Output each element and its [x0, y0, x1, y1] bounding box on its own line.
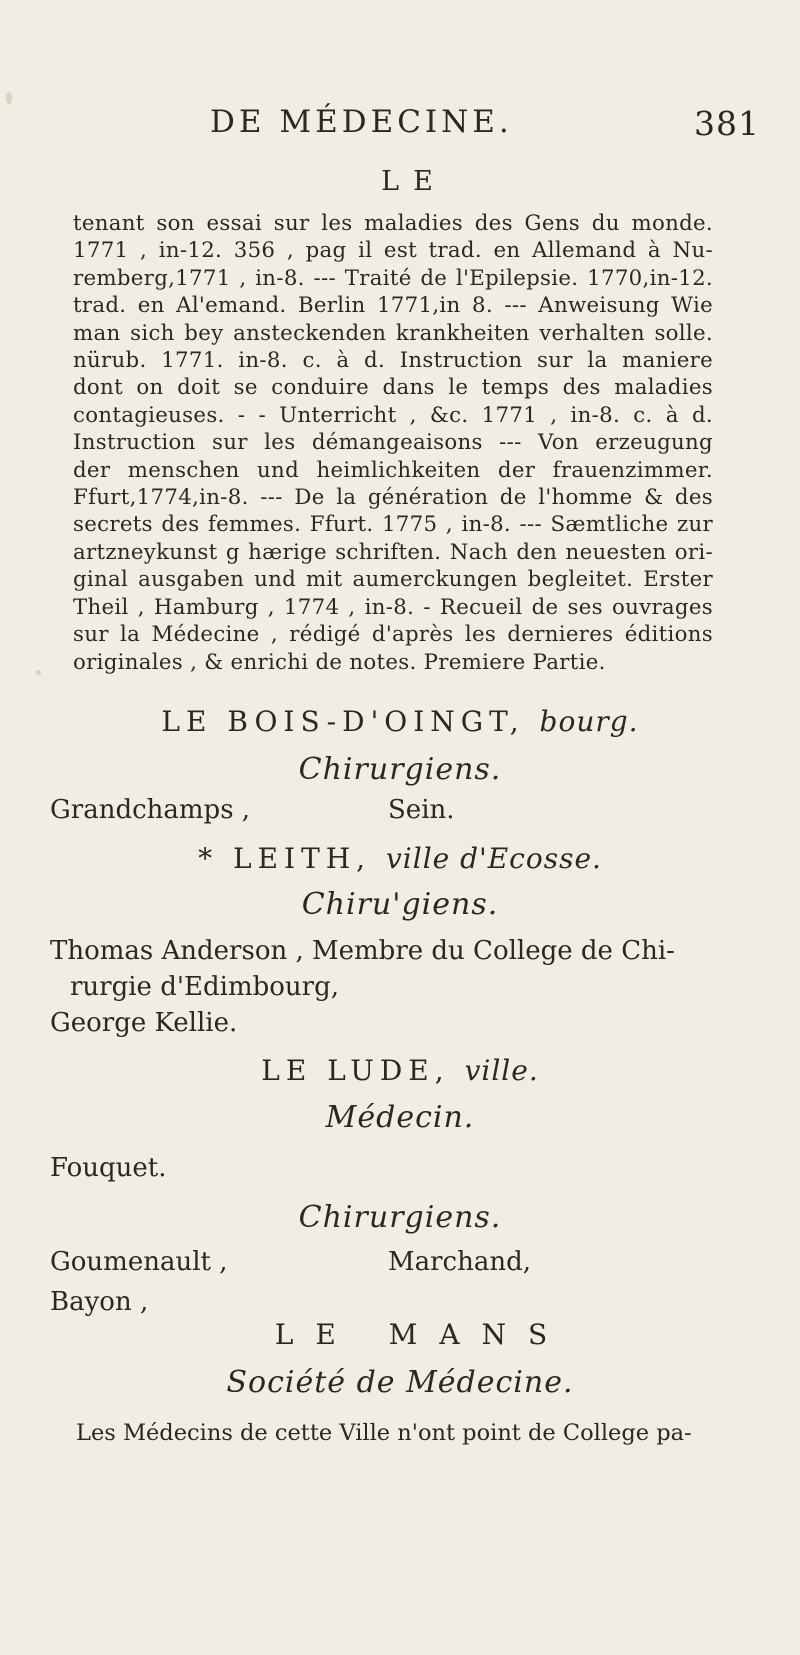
name-entry: Sein. — [388, 795, 455, 825]
name-entry: Thomas Anderson , Membre du College de Chi- — [50, 936, 675, 966]
name-entry: Marchand, — [388, 1247, 532, 1277]
name-entry: Grandchamps , — [50, 795, 251, 825]
heading-text: LE LUDE, — [261, 1054, 450, 1087]
paragraph-line: sur la Médecine , rédigé d'après les dernieres éditions — [73, 622, 713, 648]
paragraph-line: nürub. 1771. in-8. c. à d. Instruction sur la maniere — [73, 348, 713, 374]
section-heading-mans: LE MANS — [274, 1318, 570, 1351]
page-number: 381 — [694, 104, 760, 143]
paragraph-line: remberg,1771 , in-8. --- Traité de l'Epilepsie. 1770,in-12. — [73, 265, 713, 291]
name-entry: Fouquet. — [50, 1153, 167, 1183]
paragraph-line: trad. en Al'emand. Berlin 1771,in 8. --- Anweisung Wie — [73, 293, 713, 319]
running-head — [200, 104, 760, 148]
paragraph-line: ginal ausgaben und mit aumerckungen begleitet. Erster — [73, 567, 713, 593]
heading-text: LE BOIS-D'OINGT, — [161, 705, 525, 738]
paragraph-line: Theil , Hamburg , 1774 , in-8. - Recueil de ses ouvrages — [73, 594, 713, 620]
heading-italic: bourg. — [539, 705, 639, 738]
paragraph-line: tenant son essai sur les maladies des Gens du monde. — [73, 211, 713, 236]
paragraph-line: secrets des femmes. Ffurt. 1775 , in-8. --- Sæmtliche zur — [73, 512, 713, 538]
paragraph-line: originales , & enrichi de notes. Premiere Partie. — [73, 649, 606, 675]
paragraph-line: der menschen und heimlichkeiten der frauenzimmer. — [73, 457, 713, 483]
subheading-societe: Société de Médecine. — [226, 1365, 574, 1400]
section-catchword: LE — [381, 166, 447, 197]
paragraph — [73, 210, 713, 676]
paper-stain — [6, 92, 12, 104]
heading-italic: ville. — [464, 1054, 539, 1087]
paragraph-line: contagieuses. - - Unterricht , &c. 1771 , in-8. c. à d. — [73, 402, 713, 428]
subheading-chirurgiens: Chirurgiens. — [298, 752, 502, 787]
subheading-chirurgiens: Chirurgiens. — [298, 1200, 502, 1235]
paragraph-line: Ffurt,1774,in-8. --- De la génération de l'homme & des — [73, 485, 713, 511]
name-entry: rurgie d'Edimbourg, — [70, 972, 339, 1002]
section-heading-lude — [0, 1054, 800, 1087]
heading-italic: ville d'Ecosse. — [385, 842, 602, 875]
name-entry: George Kellie. — [50, 1008, 238, 1038]
section-heading-leith — [0, 842, 800, 875]
star-mark: * — [198, 842, 219, 875]
subheading-chirurgiens: Chiru'giens. — [301, 887, 499, 922]
heading-text: LEITH, — [232, 842, 372, 875]
name-entry: Goumenault , — [50, 1247, 228, 1277]
paragraph-line: man sich bey ansteckenden krankheiten verhalten solle. — [73, 320, 713, 346]
paragraph-line: artzneykunst g hærige schriften. Nach den neuesten ori- — [73, 539, 713, 565]
running-head-title: DE MÉDECINE. — [210, 104, 513, 140]
paper-stain — [36, 670, 41, 675]
paragraph-line: Les Médecins de cette Ville n'ont point de College pa- — [76, 1420, 692, 1446]
name-entry: Bayon , — [50, 1287, 149, 1317]
paragraph-line: Instruction sur les démangeaisons --- Von erzeugung — [73, 430, 713, 456]
paragraph-line: dont on doit se conduire dans le temps des maladies — [73, 375, 713, 401]
paragraph-line: 1771 , in-12. 356 , pag il est trad. en Allemand à Nu- — [73, 238, 713, 264]
section-heading-bois — [0, 705, 800, 738]
subheading-medecin: Médecin. — [325, 1100, 475, 1135]
